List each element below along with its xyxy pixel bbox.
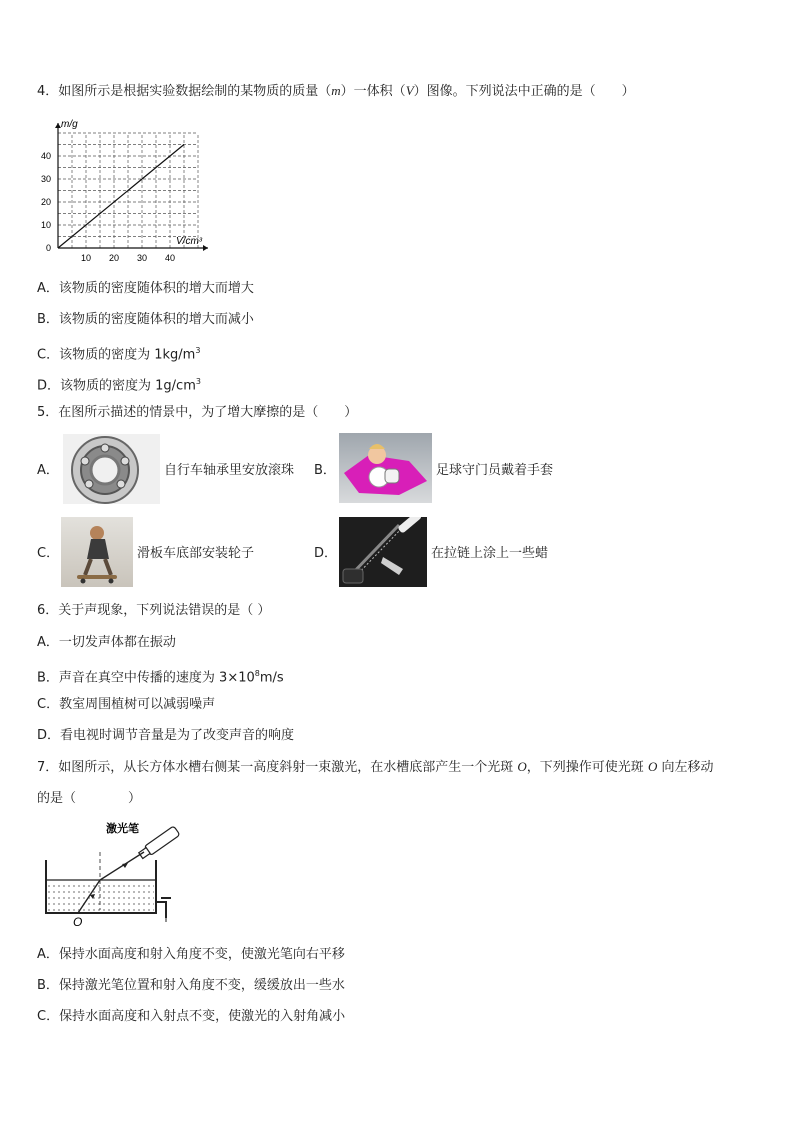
q4-stem — [37, 82, 635, 101]
q6-option-c[interactable]: C．教室周围植树可以减弱噪声 — [37, 697, 216, 712]
q7-o-symbol: O — [517, 759, 527, 774]
x-tick-label: 30 — [136, 253, 148, 262]
y-tick-label: 10 — [40, 220, 51, 230]
q7-stem-part: 7．如图所示，从长方体水槽右侧某一高度斜射一束激光，在水槽底部产生一个光斑 — [37, 760, 518, 775]
zipper-photo — [339, 517, 427, 587]
q4-option-b[interactable]: B．该物质的密度随体积的增大而减小 — [37, 312, 254, 327]
chart-series — [58, 145, 184, 249]
x-tick-label: 10 — [80, 253, 92, 262]
laser-water-tank-diagram — [40, 818, 200, 930]
y-tick-label: 0 — [45, 243, 51, 253]
q7-stem-line2: 的是（ ） — [37, 791, 142, 806]
q7-option-a[interactable]: A．保持水面高度和射入角度不变，使激光笔向右平移 — [37, 947, 345, 962]
q4-stem-part: ）图像。下列说法中正确的是（ ） — [413, 84, 635, 99]
q5-stem: 5．在图所示描述的情景中，为了增大摩擦的是（ ） — [37, 405, 358, 420]
q4-v-symbol: V — [405, 83, 414, 98]
y-tick-label: 40 — [40, 151, 51, 161]
q7-stem-line1 — [37, 758, 713, 777]
q4-m-symbol: m — [331, 83, 341, 98]
q6-option-a[interactable]: A．一切发声体都在振动 — [37, 635, 176, 650]
y-tick-label: 30 — [40, 174, 51, 184]
q4-stem-part: ）一体积（ — [340, 84, 406, 99]
q4-option-c-sup: 3 — [195, 346, 201, 355]
x-axis-arrow — [203, 245, 208, 251]
laser-pen-icon — [138, 826, 180, 860]
q6-option-b[interactable] — [37, 665, 284, 687]
series-line — [58, 145, 184, 249]
q7-stem-part: ，下列操作可使光斑 — [526, 760, 648, 775]
q4-option-d-text: D．该物质的密度为 1g/cm — [37, 378, 196, 394]
x-tick-label: 40 — [164, 253, 176, 262]
q5-option-b-letter[interactable]: B． — [314, 463, 336, 478]
q7-o-symbol: O — [647, 759, 658, 774]
q7-option-c[interactable]: C．保持水面高度和入射点不变，使激光的入射角减小 — [37, 1009, 346, 1024]
q6-option-d[interactable]: D．看电视时调节音量是为了改变声音的响度 — [37, 728, 295, 743]
spot-o-label: O — [73, 915, 83, 929]
bearing-photo — [63, 434, 160, 504]
q5-option-b-caption: 足球守门员戴着手套 — [436, 463, 554, 478]
q4-option-c[interactable] — [37, 342, 200, 364]
q4-stem-part: 4．如图所示是根据实验数据绘制的某物质的质量（ — [37, 84, 332, 99]
mass-volume-chart — [30, 112, 220, 262]
q7-stem-part: 向左移动 — [657, 760, 714, 775]
q5-option-d-letter[interactable]: D． — [314, 546, 338, 561]
q4-option-c-text: C．该物质的密度为 1kg/m — [37, 347, 196, 363]
q6-stem: 6．关于声现象，下列说法错误的是（ ） — [37, 603, 271, 618]
q6-option-b-text: B．声音在真空中传播的速度为 3×10 — [37, 670, 255, 686]
chart-x-label: V/cm³ — [176, 236, 203, 247]
q4-option-d-sup: 3 — [195, 377, 201, 386]
q5-option-a-letter[interactable]: A． — [37, 463, 59, 478]
chart-y-label: m/g — [61, 119, 78, 130]
q5-option-d-caption: 在拉链上涂上一些蜡 — [431, 546, 549, 561]
q4-option-a[interactable]: A．该物质的密度随体积的增大而增大 — [37, 281, 254, 296]
q6-option-b-sup: 8 — [254, 669, 260, 678]
q6-option-b-unit: m/s — [259, 670, 284, 686]
q4-option-d[interactable] — [37, 373, 201, 395]
x-tick-label: 20 — [108, 253, 120, 262]
skateboard-photo — [61, 517, 133, 587]
laser-pen-label: 激光笔 — [106, 823, 139, 835]
q7-option-b[interactable]: B．保持激光笔位置和射入角度不变，缓缓放出一些水 — [37, 978, 345, 993]
q5-option-a-caption: 自行车轴承里安放滚珠 — [164, 463, 295, 478]
goalkeeper-photo — [339, 433, 432, 503]
q5-option-c-letter[interactable]: C． — [37, 546, 60, 561]
y-tick-label: 20 — [40, 197, 51, 207]
q5-option-c-caption: 滑板车底部安装轮子 — [137, 546, 255, 561]
water-hatching — [48, 886, 154, 910]
